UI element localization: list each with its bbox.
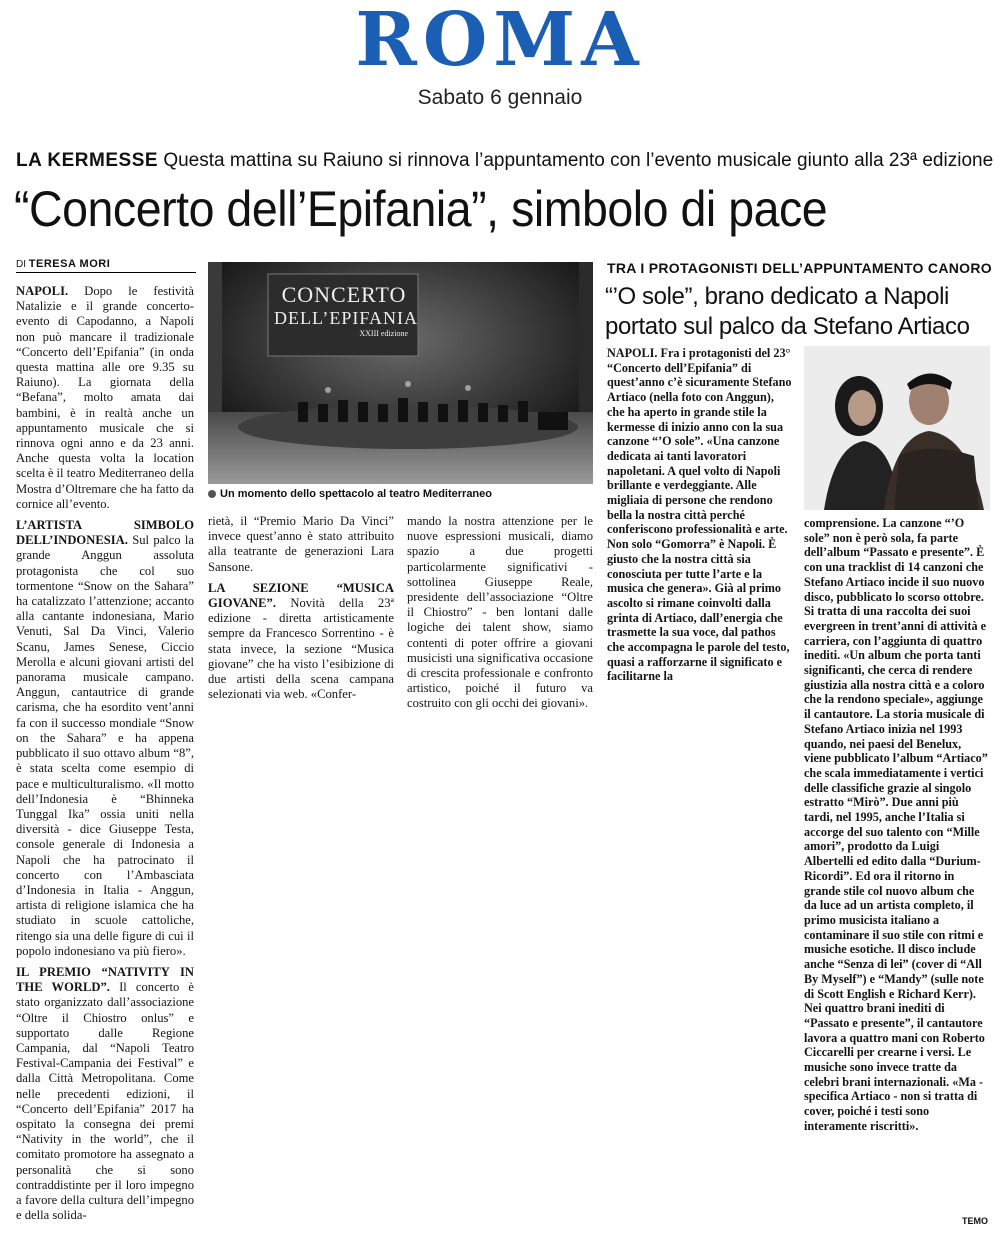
side-article-kicker: TRA I PROTAGONISTI DELL’APPUNTAMENTO CANORO: [607, 260, 992, 276]
dateline: NAPOLI.: [16, 284, 69, 298]
subheading-artist: L’ARTISTA SIMBOLO DELL’INDONESIA.: [16, 518, 194, 548]
issue-date: Sabato 6 gennaio: [417, 86, 583, 109]
article-column-2: [208, 514, 394, 714]
headline: “Concerto dell’Epifania”, simbolo di pace: [14, 181, 828, 237]
artist-photo: [804, 346, 990, 510]
byline-author: TERESA MORI: [28, 258, 111, 270]
kicker-tag: LA KERMESSE: [16, 150, 159, 171]
paragraph-award: IL PREMIO “NATIVITY IN THE WORLD”. Il concerto è stato organizzato dall’associazione “Oltre il Chiostro onlus” e supportato dalle Regione Campania, dal “Napoli Teatro Festival-Campania dei Festival” e dalla Città Metropolitana. Come nelle precedenti edizioni, il “Concerto dell’Epifania” 2017 ha ospitato la consegna dei premi “Nativity in the world”, che il comitato promotore ha assegnato a personalità che si sono contraddistinte per il loro impegno a favore della cultura dell’impegno e della solida-: [16, 964, 194, 1223]
photo-caption: Un momento dello spettacolo al teatro Mediterraneo: [208, 488, 593, 500]
article-kicker: [16, 150, 994, 172]
article-column-1: [16, 284, 194, 1229]
side-column-2: [804, 516, 990, 1216]
paragraph-intro: NAPOLI. Dopo le festività Natalizie e il grande concerto-evento di Capodanno, a Napoli non può mancare il tradizionale “Concerto dell’Epifania” (in onda questa mattina alle ore 9.35 su Raiuno). La giornata della “Befana”, molto amata dai bambini, è in realtà anche un appuntamento musicale che si rinnova ogni anno e da 23 anni. Anche questa volta la location scelta è il teatro Mediterraneo della Mostra d’Oltremare che ha fatto da cornice all’evento.: [16, 284, 194, 511]
subheading-award: IL PREMIO “NATIVITY IN THE WORLD”.: [16, 964, 194, 995]
side-column-1: [607, 346, 793, 736]
byline: [16, 258, 196, 273]
byline-prefix: DI: [16, 259, 26, 270]
paragraph-youth: LA SEZIONE “MUSICA GIOVANE”. Novità della 23ª edizione - diretta artisticamente sempre da Francesco Sorrentino - è stata invece, la sezione “Musica giovane” che ha visto l’esibizione di due artisti della scena campana selezionati via web. «Confer-: [208, 580, 394, 702]
side-paragraph-2: comprensione. La canzone “’O sole” non è però sola, fa parte dell’album “Passato e presente”. È con una tracklist di 14 canzoni che Stefano Artiaco incide il suo nuovo disco, pubblicato lo scorso ottobre. Si tratta di una raccolta dei suoi evergreen in trent’anni di attività e carriera, con l’aggiunta di quattro inediti. «Un album che porta tanti significanti, che cerca di rendere giustizia alla nostra città e a coloro che la rendono speciale», aggiunge il cantautore. La storia musicale di Stefano Artiaco inizia nel 1993 quando, nei paesi del Benelux, viene pubblicato l’album “Artiaco” che scala immediatamente i vertici delle classifiche grazie al singolo estratto “Mirò”. Due anni più tardi, nel 1995, anche l’Italia si accorge del suo talento con “Mille amori”, prodotto da Luigi Albertelli ed edito dalla “Durium-Ricordi”. Ed ora il ritorno in grande stile col nuovo album che da luce ad un artista completo, il primo musicista italiano a contaminare il suo stile con ritmi e musiche esotiche. Il disco include anche “Senza di lei” (cover di “All By Myself”) e “Mandy” (sulle note di Scott English e Richard Kerr). Nei quattro brani inediti di “Passato e presente”, il cantautore lavora a quattro mani con Roberto Ciccarelli per crearne i versi. Le musiche sono invece tratte da celebri brani internazionali. «Ma - specifica Artiaco - non si tratta di cover, poiché i testi sono interamente riscritti».: [804, 516, 988, 1133]
concert-photo: [208, 262, 593, 484]
article-column-3: [407, 514, 593, 714]
paragraph-artist: L’ARTISTA SIMBOLO DELL’INDONESIA. Sul palco la grande Anggun assoluta protagonista che col suo tormentone “Snow on the Sahara” ha catalizzato l’attenzione; accanto alla cantante indonesiana, Mario Venuti, Sal Da Vinci, Valerio Scanu, James Senese, Ciccio Merolla e alcuni giovani artisti del panorama musicale campano. Anggun, cantautrice di grande carisma, che ha esordito vent’anni fa con il successo mondiale “Snow on the Sahara” e ha appena pubblicato il suo ottavo album “8”, è stata scelta come esempio di pace e multiculturalismo. «Il motto dell’Indonesia è “Bhinneka Tunggal Ika” ossia uniti nella diversità - dice Giuseppe Testa, console generale di Indonesia a Napoli che ha patrocinato il concerto con l’Ambasciata d’Indonesia in Italia - Anggun, artista di religione islamica che ha studiato in scuole cattoliche, ritengo sia una delle figure di cui il popolo indonesiano va più fiero».: [16, 518, 194, 958]
caption-bullet-icon: [208, 490, 216, 498]
side-dateline: NAPOLI.: [607, 346, 658, 360]
masthead: [0, 0, 1000, 83]
side-article-title: “’O sole”, brano dedicato a Napoli portato sul palco da Stefano Artiaco: [605, 283, 970, 340]
kicker-text: Questa mattina su Raiuno si rinnova l’appuntamento con l’evento musicale giunto alla 23ª edizione: [163, 150, 994, 171]
subheading-youth: LA SEZIONE “MUSICA GIOVANE”.: [208, 580, 394, 611]
concert-banner: CONCERTO DELL’EPIFANIA XXIII edizione: [274, 282, 418, 338]
artist-portrait-illustration: [804, 346, 990, 510]
newspaper-logo: ROMA: [355, 0, 645, 83]
footer-tag: TEMO: [962, 1216, 988, 1226]
side-paragraph-1: NAPOLI. Fra i protagonisti del 23° “Concerto dell’Epifania” di quest’anno c’è sicuramente Stefano Artiaco (nella foto con Anggun), che ha aperto in grande stile la kermesse di inizio anno con la sua canzone “’O sole”. «Una canzone dedicata ai tanti lavoratori napoletani. A quel volto di Napoli brillante e verdeggiante. Alle migliaia di persone che rendono bella la nostra città perché conferiscono professionalità e arte. Non solo “Gomorra” è Napoli. È giusto che la nostra città sia conosciuta per tutte l’arte e la musica che genera». Già al primo ascolto si rimane coinvolti dalla grinta di Artiaco, dall’energia che trasmette la sua voce, dal pathos che accompagna le parole del testo, quasi a rafforzarne il significato e facilitarne la: [607, 346, 792, 684]
paragraph-youth-cont: mando la nostra attenzione per le nuove espressioni musicali, diamo spazio a due progetti particolarmente significativi - sottolinea Giuseppe Reale, presidente dell’associazione “Oltre il Chiostro” - ben lontani dalle logiche dei talent show, siamo contenti di poter offrire a giovani musicisti una significativa occasione di crescita professionale e confronto artistico, poiché il futuro va costruito con gli occhi dei giovani».: [407, 514, 593, 711]
paragraph-award-cont: rietà, il “Premio Mario Da Vinci” invece quest’anno è stato attribuito alla teatrante de generazioni Lara Sansone.: [208, 514, 394, 574]
